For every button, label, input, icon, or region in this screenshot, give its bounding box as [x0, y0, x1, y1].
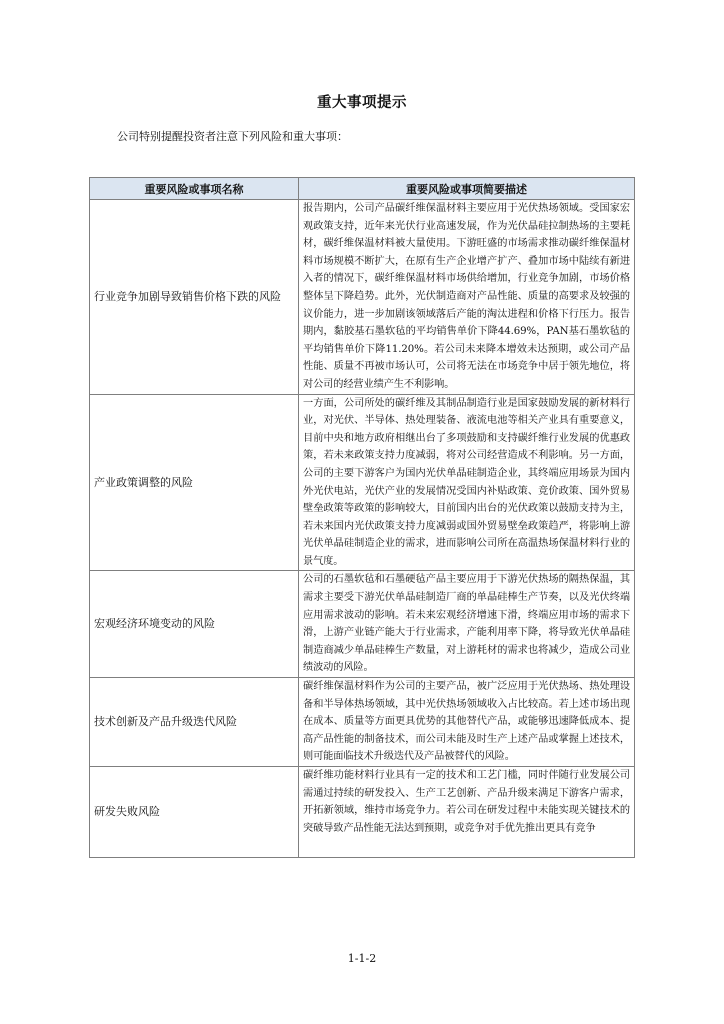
table-row	[90, 571, 635, 678]
page-title: 重大事项提示	[317, 95, 407, 111]
page-number: 1-1-2	[347, 952, 377, 965]
table-row	[90, 678, 635, 767]
risk-name: 宏观经济环境变动的风险	[90, 571, 299, 678]
header-risk-desc: 重要风险或事项简要描述	[299, 178, 635, 200]
risk-desc: 碳纤维保温材料作为公司的主要产品，被广泛应用于光伏热场、热处理设备和半导体热场领域，其中光伏热场领域收入占比较高。若上述市场出现在成本、质量等方面更具优势的其他替代产品，或能够迅速降低成本、提高产品性能的制备技术，而公司未能及时生产上述产品或掌握上述技术，则可能面临技术升级迭代及产品被替代的风险。	[299, 678, 635, 767]
risk-desc: 一方面，公司所处的碳纤维及其制品制造行业是国家鼓励发展的新材料行业，对光伏、半导体、热处理装备、液流电池等相关产业具有重要意义，目前中央和地方政府相继出台了多项鼓励和支持碳纤维行业发展的优惠政策，若未来政策支持力度减弱，将对公司经营造成不利影响。另一方面，公司的主要下游客户为国内光伏单晶硅制造企业，其终端应用场景为国内外光伏电站，光伏产业的发展情况受国内补贴政策、竞价政策、国外贸易壁垒政策等政策的影响较大，目前国内出台的光伏政策以鼓励支持为主，若未来国内光伏政策支持力度减弱或国外贸易壁垒政策趋严，将影响上游光伏单晶硅制造企业的需求，进而影响公司所在高温热场保温材料行业的景气度。	[299, 394, 635, 571]
risk-table	[89, 177, 635, 858]
table-row	[90, 200, 635, 395]
risk-desc: 报告期内，公司产品碳纤维保温材料主要应用于光伏热场领域。受国家宏观政策支持，近年来光伏行业高速发展，作为光伏晶硅拉制热场的主要耗材，碳纤维保温材料被大量使用。下游旺盛的市场需求推动碳纤维保温材料市场规模不断扩大，在原有生产企业增产扩产、叠加市场中陆续有新进入者的情况下，碳纤维保温材料市场供给增加，行业竞争加剧，市场价格整体呈下降趋势。此外，光伏制造商对产品性能、质量的高要求及较强的议价能力，进一步加剧该领域落后产能的淘汰进程和价格下行压力。报告期内，黏胶基石墨软毡的平均销售单价下降44.69%，PAN基石墨软毡的平均销售单价下降11.20%。若公司未来降本增效未达预期，或公司产品性能、质量不再被市场认可，公司将无法在市场竞争中居于领先地位，将对公司的经营业绩产生不利影响。	[299, 200, 635, 395]
risk-name: 行业竞争加剧导致销售价格下跌的风险	[90, 200, 299, 395]
intro-text: 公司特别提醒投资者注意下列风险和重大事项：	[117, 130, 348, 143]
table-row	[90, 767, 635, 858]
risk-desc: 公司的石墨软毡和石墨硬毡产品主要应用于下游光伏热场的隔热保温，其需求主要受下游光伏单晶硅制造厂商的单晶硅棒生产节奏，以及光伏终端应用需求波动的影响。若未来宏观经济增速下滑，终端应用市场的需求下滑，上游产业链产能大于行业需求，产能利用率下降，将导致光伏单晶硅制造商减少单晶硅棒生产数量，对上游耗材的需求也将减少，造成公司业绩波动的风险。	[299, 571, 635, 678]
risk-name: 技术创新及产品升级迭代风险	[90, 678, 299, 767]
risk-name: 研发失败风险	[90, 767, 299, 858]
risk-name: 产业政策调整的风险	[90, 394, 299, 571]
table-header-row	[90, 178, 635, 200]
risk-desc-cell	[299, 767, 635, 858]
table-row	[90, 394, 635, 571]
risk-desc: 碳纤维功能材料行业具有一定的技术和工艺门槛，同时伴随行业发展公司需通过持续的研发投入、生产工艺创新、产品升级来满足下游客户需求，开拓新领域，维持市场竞争力。若公司在研发过程中未能实现关键技术的突破导致产品性能无法达到预期，或竞争对手优先推出更具有竞争	[303, 770, 630, 834]
header-risk-name: 重要风险或事项名称	[90, 178, 299, 200]
